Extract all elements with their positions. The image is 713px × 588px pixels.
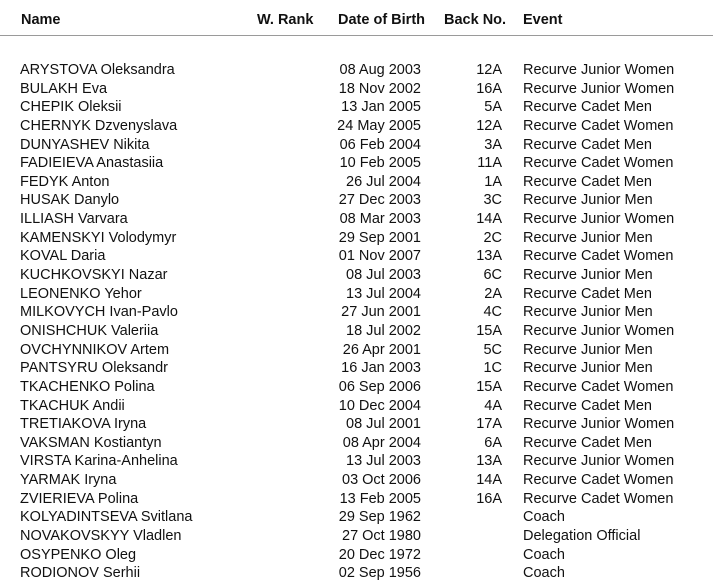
event-category: Recurve Cadet Women	[523, 117, 674, 134]
table-row	[0, 527, 713, 546]
date-of-birth: 08 Jul 2001	[346, 416, 421, 433]
date-of-birth: 29 Sep 1962	[338, 509, 421, 526]
column-header-event: Event	[523, 12, 563, 28]
table-row	[0, 415, 713, 434]
event-category: Recurve Cadet Men	[523, 136, 652, 153]
column-header-date-of-birth: Date of Birth	[338, 12, 425, 28]
athlete-name: HUSAK Danylo	[20, 192, 120, 209]
back-number: 4A	[484, 397, 502, 414]
date-of-birth: 02 Sep 1956	[338, 565, 421, 582]
back-number: 1A	[484, 173, 502, 190]
back-number: 2C	[483, 229, 502, 246]
back-number: 6A	[484, 434, 502, 451]
table-row	[0, 471, 713, 490]
back-number: 14A	[476, 211, 502, 228]
athlete-name: TKACHENKO Polina	[20, 378, 155, 395]
table-row	[0, 546, 713, 565]
date-of-birth: 24 May 2005	[337, 117, 421, 134]
column-header-back-number: Back No.	[444, 12, 507, 28]
event-category: Recurve Cadet Men	[523, 434, 652, 451]
table-row	[0, 452, 713, 471]
table-row	[0, 210, 713, 229]
athlete-name: RODIONOV Serhii	[20, 565, 141, 582]
back-number: 14A	[476, 472, 502, 489]
date-of-birth: 08 Aug 2003	[339, 62, 421, 78]
table-row	[0, 508, 713, 527]
event-category: Recurve Junior Men	[523, 267, 653, 284]
table-row	[0, 80, 713, 99]
event-category: Recurve Junior Women	[523, 80, 675, 97]
back-number: 6C	[483, 267, 502, 284]
event-category: Recurve Junior Women	[523, 453, 675, 470]
date-of-birth: 03 Oct 2006	[342, 472, 421, 489]
event-category: Recurve Cadet Men	[523, 285, 652, 302]
event-category: Recurve Junior Women	[523, 211, 675, 228]
table-row	[0, 434, 713, 453]
back-number: 12A	[476, 62, 502, 78]
back-number: 13A	[476, 248, 502, 265]
back-number: 5C	[483, 341, 502, 358]
date-of-birth: 06 Feb 2004	[339, 136, 421, 153]
table-row	[0, 564, 713, 583]
date-of-birth: 27 Dec 2003	[338, 192, 421, 209]
event-category: Recurve Junior Men	[523, 341, 653, 358]
athlete-name: ONISHCHUK Valeriia	[20, 322, 159, 339]
back-number: 15A	[476, 378, 502, 395]
back-number: 16A	[476, 80, 502, 97]
athlete-name: TKACHUK Andii	[20, 397, 125, 414]
date-of-birth: 06 Sep 2006	[338, 378, 421, 395]
date-of-birth: 13 Jul 2004	[346, 285, 421, 302]
table-row	[0, 247, 713, 266]
table-row	[0, 173, 713, 192]
table-row	[0, 490, 713, 509]
event-category: Coach	[523, 546, 565, 563]
table-row	[0, 136, 713, 155]
event-category: Recurve Cadet Women	[523, 378, 674, 395]
date-of-birth: 26 Jul 2004	[346, 173, 421, 190]
table-row	[0, 303, 713, 322]
event-category: Recurve Cadet Women	[523, 490, 674, 507]
table-row	[0, 397, 713, 416]
back-number: 2A	[484, 285, 502, 302]
date-of-birth: 10 Feb 2005	[339, 155, 421, 172]
table-row	[0, 191, 713, 210]
event-category: Recurve Junior Men	[523, 192, 653, 209]
date-of-birth: 13 Feb 2005	[339, 490, 421, 507]
column-header-world-rank: W. Rank	[257, 12, 314, 28]
date-of-birth: 10 Dec 2004	[338, 397, 421, 414]
date-of-birth: 27 Jun 2001	[341, 304, 421, 321]
event-category: Recurve Cadet Men	[523, 173, 652, 190]
event-category: Recurve Cadet Men	[523, 99, 652, 116]
date-of-birth: 08 Jul 2003	[346, 267, 421, 284]
event-category: Recurve Junior Men	[523, 304, 653, 321]
athlete-name: ARYSTOVA Oleksandra	[20, 62, 175, 78]
back-number: 1C	[483, 360, 502, 377]
athlete-name: LEONENKO Yehor	[20, 285, 142, 302]
event-category: Recurve Cadet Men	[523, 397, 652, 414]
athlete-name: KUCHKOVSKYI Nazar	[20, 267, 168, 284]
athlete-name: FEDYK Anton	[20, 173, 110, 190]
athlete-name: DUNYASHEV Nikita	[20, 136, 150, 153]
athlete-name: BULAKH Eva	[20, 80, 108, 97]
athlete-name: VAKSMAN Kostiantyn	[20, 434, 162, 451]
event-category: Recurve Junior Men	[523, 360, 653, 377]
athlete-name: YARMAK Iryna	[20, 472, 117, 489]
event-category: Delegation Official	[523, 528, 641, 545]
back-number: 13A	[476, 453, 502, 470]
date-of-birth: 13 Jan 2005	[341, 99, 421, 116]
athlete-name: KAMENSKYI Volodymyr	[20, 229, 177, 246]
athlete-name: OVCHYNNIKOV Artem	[20, 341, 170, 358]
back-number: 12A	[476, 117, 502, 134]
back-number: 3C	[483, 192, 502, 209]
table-row	[0, 322, 713, 341]
athlete-name: NOVAKOVSKYY Vladlen	[20, 528, 182, 545]
date-of-birth: 16 Jan 2003	[341, 360, 421, 377]
table-row	[0, 341, 713, 360]
table-row	[0, 359, 713, 378]
athlete-name: ILLIASH Varvara	[20, 211, 128, 228]
event-category: Recurve Junior Women	[523, 416, 675, 433]
table-row	[0, 229, 713, 248]
athlete-table-body	[0, 61, 713, 583]
back-number: 5A	[484, 99, 502, 116]
back-number: 3A	[484, 136, 502, 153]
back-number: 16A	[476, 490, 502, 507]
back-number: 11A	[477, 155, 502, 172]
back-number: 17A	[476, 416, 502, 433]
date-of-birth: 13 Jul 2003	[346, 453, 421, 470]
event-category: Recurve Cadet Women	[523, 155, 674, 172]
athlete-name: VIRSTA Karina-Anhelina	[20, 453, 178, 470]
date-of-birth: 08 Mar 2003	[339, 211, 421, 228]
event-category: Recurve Cadet Women	[523, 248, 674, 265]
athlete-name: OSYPENKO Oleg	[20, 546, 137, 563]
table-row	[0, 378, 713, 397]
date-of-birth: 29 Sep 2001	[338, 229, 421, 246]
event-category: Coach	[523, 509, 565, 526]
athlete-name: KOVAL Daria	[20, 248, 106, 265]
table-row	[0, 285, 713, 304]
athlete-name: CHEPIK Oleksii	[20, 99, 122, 116]
date-of-birth: 18 Jul 2002	[346, 322, 421, 339]
column-header-name: Name	[21, 12, 61, 28]
table-row	[0, 98, 713, 117]
athlete-name: CHERNYK Dzvenyslava	[20, 117, 178, 134]
athlete-name: KOLYADINTSEVA Svitlana	[20, 509, 193, 526]
athlete-name: FADIEIEVA Anastasiia	[20, 155, 164, 172]
event-category: Recurve Junior Men	[523, 229, 653, 246]
table-row	[0, 117, 713, 136]
date-of-birth: 01 Nov 2007	[338, 248, 421, 265]
athlete-name: MILKOVYCH Ivan-Pavlo	[20, 304, 178, 321]
date-of-birth: 08 Apr 2004	[342, 434, 421, 451]
back-number: 15A	[476, 322, 502, 339]
athlete-name: PANTSYRU Oleksandr	[20, 360, 168, 377]
athlete-name: TRETIAKOVA Iryna	[20, 416, 147, 433]
event-category: Recurve Junior Women	[523, 322, 675, 339]
event-category: Recurve Cadet Women	[523, 472, 674, 489]
date-of-birth: 20 Dec 1972	[338, 546, 421, 563]
table-header	[0, 0, 713, 36]
date-of-birth: 26 Apr 2001	[342, 341, 421, 358]
back-number: 4C	[483, 304, 502, 321]
date-of-birth: 18 Nov 2002	[338, 80, 421, 97]
event-category: Recurve Junior Women	[523, 62, 675, 78]
table-row	[0, 154, 713, 173]
date-of-birth: 27 Oct 1980	[342, 528, 421, 545]
table-row	[0, 61, 713, 80]
event-category: Coach	[523, 565, 565, 582]
athlete-name: ZVIERIEVA Polina	[20, 490, 139, 507]
table-row	[0, 266, 713, 285]
